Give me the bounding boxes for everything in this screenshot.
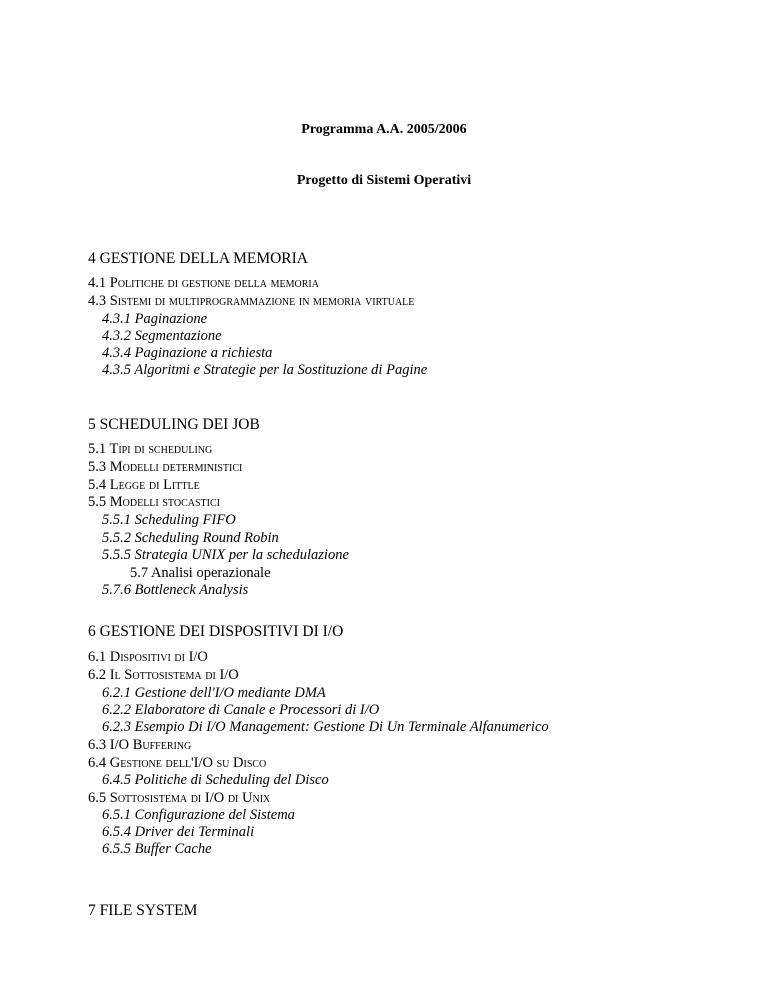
sub-item: 5.5.2 Scheduling Round Robin [102, 530, 279, 546]
list-item: 4.1 Politiche di gestione della memoria [88, 275, 319, 291]
document-title: Programma A.A. 2005/2006 [301, 122, 467, 137]
list-item: 5.4 Legge di Little [88, 477, 200, 493]
plain-item: 5.7 Analisi operazionale [130, 565, 271, 581]
list-item: 4.3 Sistemi di multiprogrammazione in memoria virtuale [88, 293, 415, 309]
section-heading-5: 5 SCHEDULING DEI JOB [88, 416, 260, 433]
sub-item: 4.3.2 Segmentazione [102, 328, 222, 344]
sub-item: 6.2.2 Elaboratore di Canale e Processori di I/O [102, 702, 380, 718]
sub-item: 4.3.1 Paginazione [102, 311, 208, 327]
list-item: 5.1 Tipi di scheduling [88, 441, 213, 457]
sub-item: 4.3.5 Algoritmi e Strategie per la Sostituzione di Pagine [102, 362, 428, 378]
sub-item: 6.4.5 Politiche di Scheduling del Disco [102, 772, 329, 788]
list-item: 6.3 I/O Buffering [88, 737, 192, 753]
sub-item: 6.2.3 Esempio Di I/O Management: Gestione Di Un Terminale Alfanumerico [102, 719, 549, 735]
section-heading-6: 6 GESTIONE DEI DISPOSITIVI DI I/O [88, 623, 344, 640]
sub-item: 6.5.5 Buffer Cache [102, 841, 212, 857]
sub-item: 6.2.1 Gestione dell'I/O mediante DMA [102, 685, 326, 701]
sub-item: 6.5.1 Configurazione del Sistema [102, 807, 295, 823]
sub-item: 5.5.1 Scheduling FIFO [102, 512, 236, 528]
list-item: 6.2 Il Sottosistema di I/O [88, 667, 239, 683]
sub-item: 4.3.4 Paginazione a richiesta [102, 345, 273, 361]
list-item: 6.1 Dispositivi di I/O [88, 649, 208, 665]
list-item: 5.5 Modelli stocastici [88, 494, 220, 510]
section-heading-7: 7 FILE SYSTEM [88, 902, 198, 919]
sub-item: 5.5.5 Strategia UNIX per la schedulazione [102, 547, 349, 563]
list-item: 6.4 Gestione dell'I/O su Disco [88, 755, 267, 771]
section-heading-4: 4 GESTIONE DELLA MEMORIA [88, 250, 308, 267]
sub-item: 5.7.6 Bottleneck Analysis [102, 582, 249, 598]
sub-item: 6.5.4 Driver dei Terminali [102, 824, 255, 840]
list-item: 5.3 Modelli deterministici [88, 459, 243, 475]
document-subtitle: Progetto di Sistemi Operativi [296, 173, 472, 188]
list-item: 6.5 Sottosistema di I/O di Unix [88, 790, 271, 806]
